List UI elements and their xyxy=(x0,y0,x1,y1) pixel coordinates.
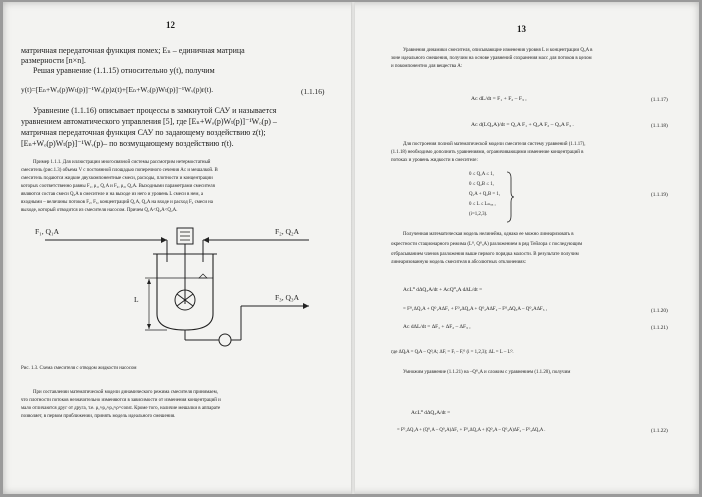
example-line: смеситель подаются жидкие двухкомпонентные смеси, расходы, плотности и концентрации xyxy=(21,176,213,181)
left-page xyxy=(3,2,351,494)
text-line: Полученная математическая модель нелинейна, однако ее можно линеаризовать в xyxy=(403,232,574,237)
example-line: входными – величины потоков F₂, F₃, концентраций Q₁A, Q₂A на входе и расход F₃ смеси на xyxy=(21,200,213,205)
text-line: зоне идеального смешения, получим на основе уравнений сохранения масс для потоков в целом xyxy=(391,56,592,61)
example-line: которых соответственно равны F₁, ρ₁, Q₁A и F₂, ρ₂, Q₂A. Выходными параметрами смесителя xyxy=(21,184,215,189)
equation-number: (1.1.22) xyxy=(651,428,668,434)
example-line: выходе, который отводится из смесителя насосом. Причем Q₁A<Q₃A<Q₂A. xyxy=(21,208,178,213)
figure-caption: Рис. 1.3. Схема смесителя с отводом жидкости насосом xyxy=(21,366,137,371)
text-line: мало отличаются друг от друга, т.е. ρ₁≈ρ₂≈ρ₃≈ρ=const. Кроме того, наличие мешалки в аппарате xyxy=(21,406,221,411)
figure-label-f3: F₃, Q₃A xyxy=(275,293,299,302)
inlet-pipe-f2 xyxy=(203,237,309,262)
equation-1-1-22-continued: = F⁰₁ΔQ₁A + (Q⁰₁A – Q⁰₃A)ΔF₁ + F⁰₂ΔQ₂A + (Q⁰₂A – Q⁰₃A)ΔF₂ – F⁰₃ΔQ₃A . xyxy=(397,428,546,433)
equation-1-1-20: AᴄL⁰ dΔQ₃A/dt + AᴄQ⁰₃A dΔL/dt = xyxy=(403,287,483,293)
equation-number: (1.1.16) xyxy=(301,87,325,96)
constraint-line: (i=1,2,3). xyxy=(469,212,488,217)
book-spread xyxy=(3,2,699,494)
text-line: матричная передаточная функция САУ по задающему воздействию z(t); xyxy=(21,128,266,137)
figure-label-f2: F₂, Q₂A xyxy=(275,227,299,236)
figure-label-f1: F₁, Q₁A xyxy=(35,227,59,236)
text-line: размерности [n×n]. xyxy=(21,56,86,65)
example-line: Пример 1.1.1. Для иллюстрации многосвязной системы рассмотрим нетермостатный xyxy=(33,160,211,165)
constraint-line: 0 ≤ Q₂B ≤ 1, xyxy=(469,182,494,187)
text-line: уравнением автоматического управления [5], где [Eₙ+Wₒ(p)Wₜ(p)]⁻¹Wₒ(p) – xyxy=(21,117,277,126)
text-line: и покомпонентно для вещества A: xyxy=(391,64,463,69)
equation-1-1-21: Aᴄ dΔL/dt = ΔF₁ + ΔF₂ – ΔF₃ , xyxy=(403,324,471,330)
text-line: (1.1.18) необходимо дополнить уравнениями, ограничивающими изменение концентраций в xyxy=(391,150,584,155)
text-line: Решая уравнение (1.1.15) относительно y(t), получим xyxy=(33,66,215,75)
text-line: Для построения полной математической модели смесителя систему уравнений (1.1.17), xyxy=(403,142,586,147)
right-page xyxy=(355,2,699,494)
text-line: Уравнение (1.1.16) описывает процессы в замкнутой САУ и называется xyxy=(33,106,277,115)
text-line: потоках и уровень жидкости в смесителе: xyxy=(391,158,478,163)
equation-number: (1.1.20) xyxy=(651,308,668,314)
text-line: Уравнения динамики смесителя, описывающие изменения уровня L и концентрации Q₃A в xyxy=(403,48,593,53)
outlet-pipe-f3 xyxy=(185,303,309,346)
equation-number: (1.1.17) xyxy=(651,97,668,103)
equation-1-1-18: Aᴄ d(LQ₃A)/dt = Q₁A F₁ + Q₂A F₂ – Q₃A F₃ . xyxy=(471,122,574,128)
equation-number: (1.1.18) xyxy=(651,123,668,129)
text-line: Умножим уравнение (1.1.21) на –Q⁰₃A и сложим с уравнением (1.1.20), получим xyxy=(403,370,571,375)
example-line: смеситель (рис.1.3) объема V с постоянной площадью поперечного сечения Aᴄ и мешалкой. В xyxy=(21,168,218,173)
constraint-line: 0 ≤ Q₁A ≤ 1, xyxy=(469,172,494,177)
text-line: [Eₙ+Wₒ(p)Wₜ(p)]⁻¹Wᵥ(p)– по возмущающему воздействию r(t). xyxy=(21,139,234,148)
equation-number: (1.1.21) xyxy=(651,325,668,331)
pump-icon xyxy=(219,334,231,346)
page-number-right: 13 xyxy=(517,24,526,34)
figure-label-level: L xyxy=(134,295,139,304)
example-line: являются состав смеси Q₃A в смесителе и на выходе из него и уровень L смеси в нем, а xyxy=(21,192,204,197)
equation-1-1-22: AᴄL⁰ dΔQ₃A/dt = xyxy=(411,410,451,416)
page-number-left: 12 xyxy=(166,20,175,30)
text-line: матричная передаточная функция помех; Eₙ – единичная матрица xyxy=(21,46,245,55)
level-marker xyxy=(145,278,167,330)
text-line: При составлении математической модели динамического режима смесителя принимаем, xyxy=(33,390,218,395)
equation-1-1-16: y(t)=[Eₙ+Wₒ(p)Wₜ(p)]⁻¹Wₒ(p)z(t)+[Eₙ+Wₒ(p)Wₜ(p)]⁻¹Wᵥ(p)r(t). xyxy=(21,85,214,94)
text-line: что плотности потоков незначительно изменяются в зависимости от изменения концентраций и xyxy=(21,398,221,403)
equation-1-1-20-continued: = F⁰₁ΔQ₁A + Q⁰₁AΔF₁ + F⁰₂ΔQ₂A + Q⁰₂AΔF₂ – F⁰₃ΔQ₃A – Q⁰₃AΔF₃ , xyxy=(403,307,547,312)
inlet-pipe-f1 xyxy=(45,237,167,262)
brace-icon xyxy=(505,170,515,224)
text-line: отбрасыванием членов разложения выше первого порядка малости. В результате получим xyxy=(391,252,579,257)
equation-number: (1.1.19) xyxy=(651,192,668,198)
text-line: позволяет, в первом приближении, принять модель идеального смешения. xyxy=(21,414,176,419)
constraint-line: Q₁A + Q₂B = 1, xyxy=(469,192,501,197)
text-line: где ΔQᵢA = QᵢA – Q⁰ᵢA; ΔFᵢ = Fᵢ – Fᵢ⁰ (i = 1,2,3); ΔL = L – L⁰. xyxy=(391,350,514,355)
text-line: линеаризованную модель смесителя в абсолютных отклонениях: xyxy=(391,260,527,265)
mixer-diagram xyxy=(17,222,337,352)
text-line: окрестности стационарного режима (L⁰, Q⁰₃A) разложением в ряд Тейлора с последующим xyxy=(391,242,583,247)
equation-1-1-17: Aᴄ dL/dt = F₁ + F₂ – F₃ , xyxy=(471,96,527,102)
constraint-line: 0 ≤ L ≤ Lₘₐₓ , xyxy=(469,202,496,207)
